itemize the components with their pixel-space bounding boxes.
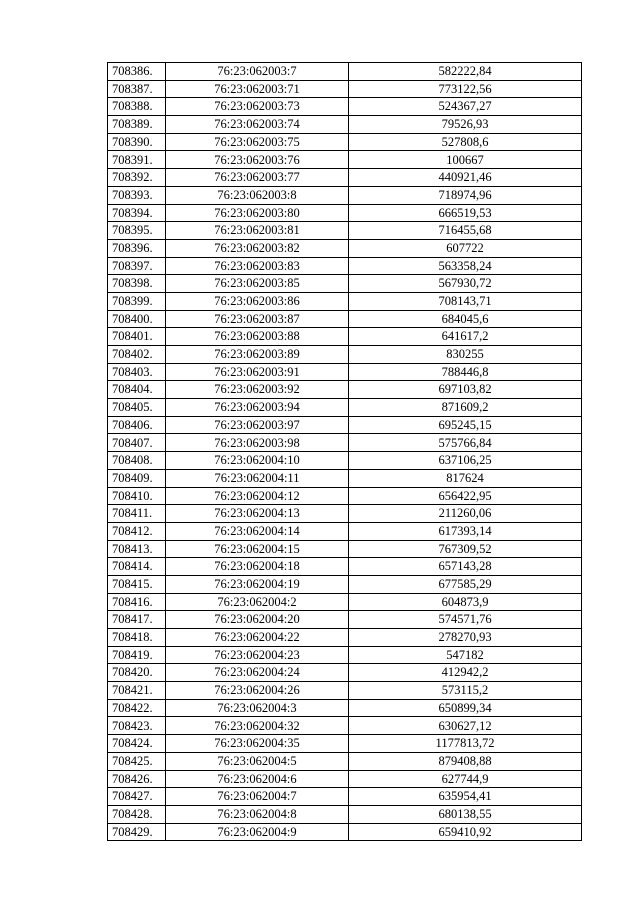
- row-number-cell: 708396.: [108, 239, 166, 257]
- cadastral-value-cell: 650899,34: [349, 699, 582, 717]
- table-row: [108, 151, 582, 169]
- cadastral-number-cell: 76:23:062003:8: [166, 186, 349, 204]
- cadastral-number-cell: 76:23:062003:85: [166, 275, 349, 293]
- table-row: [108, 487, 582, 505]
- cadastral-number-cell: 76:23:062004:32: [166, 717, 349, 735]
- table-row: [108, 452, 582, 470]
- row-number-cell: 708393.: [108, 186, 166, 204]
- table-row: [108, 222, 582, 240]
- row-number-cell: 708427.: [108, 788, 166, 806]
- cadastral-number-cell: 76:23:062003:92: [166, 381, 349, 399]
- cadastral-value-cell: 567930,72: [349, 275, 582, 293]
- table-row: [108, 788, 582, 806]
- table-row: [108, 664, 582, 682]
- table-row: [108, 116, 582, 134]
- row-number-cell: 708403.: [108, 363, 166, 381]
- table-row: [108, 646, 582, 664]
- cadastral-number-cell: 76:23:062003:91: [166, 363, 349, 381]
- cadastral-value-cell: 278270,93: [349, 629, 582, 647]
- table-body: [108, 63, 582, 841]
- cadastral-value-cell: 575766,84: [349, 434, 582, 452]
- row-number-cell: 708387.: [108, 80, 166, 98]
- table-row: [108, 522, 582, 540]
- table-row: [108, 363, 582, 381]
- cadastral-value-cell: 788446,8: [349, 363, 582, 381]
- table-row: [108, 682, 582, 700]
- row-number-cell: 708423.: [108, 717, 166, 735]
- cadastral-value-cell: 563358,24: [349, 257, 582, 275]
- cadastral-value-cell: 412942,2: [349, 664, 582, 682]
- cadastral-number-cell: 76:23:062004:9: [166, 823, 349, 841]
- table-row: [108, 699, 582, 717]
- cadastral-number-cell: 76:23:062004:24: [166, 664, 349, 682]
- row-number-cell: 708391.: [108, 151, 166, 169]
- cadastral-number-cell: 76:23:062003:74: [166, 116, 349, 134]
- cadastral-value-cell: 440921,46: [349, 169, 582, 187]
- row-number-cell: 708418.: [108, 629, 166, 647]
- row-number-cell: 708428.: [108, 805, 166, 823]
- cadastral-value-cell: 680138,55: [349, 805, 582, 823]
- table-row: [108, 98, 582, 116]
- table-row: [108, 257, 582, 275]
- row-number-cell: 708401.: [108, 328, 166, 346]
- cadastral-number-cell: 76:23:062004:11: [166, 469, 349, 487]
- cadastral-number-cell: 76:23:062004:7: [166, 788, 349, 806]
- cadastral-number-cell: 76:23:062004:5: [166, 752, 349, 770]
- row-number-cell: 708429.: [108, 823, 166, 841]
- row-number-cell: 708416.: [108, 593, 166, 611]
- cadastral-number-cell: 76:23:062003:98: [166, 434, 349, 452]
- table-row: [108, 434, 582, 452]
- row-number-cell: 708397.: [108, 257, 166, 275]
- cadastral-value-cell: 879408,88: [349, 752, 582, 770]
- cadastral-number-cell: 76:23:062003:76: [166, 151, 349, 169]
- cadastral-number-cell: 76:23:062004:15: [166, 540, 349, 558]
- cadastral-number-cell: 76:23:062003:77: [166, 169, 349, 187]
- cadastral-number-cell: 76:23:062004:13: [166, 505, 349, 523]
- cadastral-number-cell: 76:23:062003:73: [166, 98, 349, 116]
- cadastral-value-cell: 817624: [349, 469, 582, 487]
- cadastral-value-cell: 527808,6: [349, 133, 582, 151]
- row-number-cell: 708422.: [108, 699, 166, 717]
- cadastral-number-cell: 76:23:062003:88: [166, 328, 349, 346]
- table-row: [108, 735, 582, 753]
- table-row: [108, 186, 582, 204]
- cadastral-number-cell: 76:23:062004:35: [166, 735, 349, 753]
- table-row: [108, 399, 582, 417]
- table-row: [108, 310, 582, 328]
- row-number-cell: 708408.: [108, 452, 166, 470]
- row-number-cell: 708410.: [108, 487, 166, 505]
- cadastral-value-cell: 1177813,72: [349, 735, 582, 753]
- cadastral-number-cell: 76:23:062003:75: [166, 133, 349, 151]
- table-row: [108, 346, 582, 364]
- row-number-cell: 708409.: [108, 469, 166, 487]
- table-row: [108, 133, 582, 151]
- table-row: [108, 611, 582, 629]
- row-number-cell: 708394.: [108, 204, 166, 222]
- table-row: [108, 770, 582, 788]
- cadastral-value-cell: 547182: [349, 646, 582, 664]
- row-number-cell: 708399.: [108, 292, 166, 310]
- table-row: [108, 204, 582, 222]
- cadastral-value-cell: 211260,06: [349, 505, 582, 523]
- row-number-cell: 708413.: [108, 540, 166, 558]
- cadastral-value-cell: 641617,2: [349, 328, 582, 346]
- cadastral-number-cell: 76:23:062004:14: [166, 522, 349, 540]
- row-number-cell: 708388.: [108, 98, 166, 116]
- row-number-cell: 708402.: [108, 346, 166, 364]
- table-row: [108, 80, 582, 98]
- cadastral-number-cell: 76:23:062003:80: [166, 204, 349, 222]
- cadastral-value-cell: 574571,76: [349, 611, 582, 629]
- table-row: [108, 629, 582, 647]
- cadastral-number-cell: 76:23:062004:19: [166, 575, 349, 593]
- row-number-cell: 708406.: [108, 416, 166, 434]
- table-row: [108, 275, 582, 293]
- cadastral-value-cell: 871609,2: [349, 399, 582, 417]
- cadastral-number-cell: 76:23:062003:81: [166, 222, 349, 240]
- cadastral-value-table: [107, 62, 582, 841]
- table-row: [108, 540, 582, 558]
- table-row: [108, 805, 582, 823]
- cadastral-number-cell: 76:23:062004:10: [166, 452, 349, 470]
- cadastral-number-cell: 76:23:062004:6: [166, 770, 349, 788]
- cadastral-value-cell: 697103,82: [349, 381, 582, 399]
- cadastral-number-cell: 76:23:062004:26: [166, 682, 349, 700]
- cadastral-value-cell: 767309,52: [349, 540, 582, 558]
- row-number-cell: 708407.: [108, 434, 166, 452]
- table-row: [108, 63, 582, 81]
- row-number-cell: 708415.: [108, 575, 166, 593]
- row-number-cell: 708400.: [108, 310, 166, 328]
- cadastral-value-cell: 695245,15: [349, 416, 582, 434]
- row-number-cell: 708424.: [108, 735, 166, 753]
- cadastral-value-cell: 716455,68: [349, 222, 582, 240]
- table-row: [108, 381, 582, 399]
- cadastral-number-cell: 76:23:062003:89: [166, 346, 349, 364]
- cadastral-value-cell: 637106,25: [349, 452, 582, 470]
- cadastral-number-cell: 76:23:062004:20: [166, 611, 349, 629]
- table-row: [108, 752, 582, 770]
- table-row: [108, 717, 582, 735]
- cadastral-number-cell: 76:23:062003:94: [166, 399, 349, 417]
- cadastral-value-cell: 79526,93: [349, 116, 582, 134]
- cadastral-value-cell: 656422,95: [349, 487, 582, 505]
- row-number-cell: 708390.: [108, 133, 166, 151]
- table-row: [108, 328, 582, 346]
- table-row: [108, 416, 582, 434]
- cadastral-number-cell: 76:23:062003:83: [166, 257, 349, 275]
- cadastral-number-cell: 76:23:062003:82: [166, 239, 349, 257]
- row-number-cell: 708386.: [108, 63, 166, 81]
- cadastral-number-cell: 76:23:062003:97: [166, 416, 349, 434]
- cadastral-number-cell: 76:23:062004:8: [166, 805, 349, 823]
- cadastral-value-cell: 657143,28: [349, 558, 582, 576]
- table-row: [108, 558, 582, 576]
- cadastral-number-cell: 76:23:062004:3: [166, 699, 349, 717]
- cadastral-value-cell: 659410,92: [349, 823, 582, 841]
- cadastral-number-cell: 76:23:062004:22: [166, 629, 349, 647]
- row-number-cell: 708411.: [108, 505, 166, 523]
- row-number-cell: 708420.: [108, 664, 166, 682]
- table-row: [108, 575, 582, 593]
- row-number-cell: 708421.: [108, 682, 166, 700]
- row-number-cell: 708392.: [108, 169, 166, 187]
- cadastral-value-cell: 666519,53: [349, 204, 582, 222]
- cadastral-value-cell: 604873,9: [349, 593, 582, 611]
- cadastral-value-cell: 830255: [349, 346, 582, 364]
- row-number-cell: 708412.: [108, 522, 166, 540]
- cadastral-number-cell: 76:23:062004:12: [166, 487, 349, 505]
- row-number-cell: 708389.: [108, 116, 166, 134]
- cadastral-value-cell: 677585,29: [349, 575, 582, 593]
- cadastral-value-cell: 627744,9: [349, 770, 582, 788]
- cadastral-value-cell: 617393,14: [349, 522, 582, 540]
- cadastral-value-cell: 573115,2: [349, 682, 582, 700]
- cadastral-number-cell: 76:23:062003:86: [166, 292, 349, 310]
- row-number-cell: 708405.: [108, 399, 166, 417]
- cadastral-number-cell: 76:23:062003:71: [166, 80, 349, 98]
- cadastral-value-cell: 718974,96: [349, 186, 582, 204]
- table-row: [108, 292, 582, 310]
- table-row: [108, 169, 582, 187]
- cadastral-value-cell: 582222,84: [349, 63, 582, 81]
- cadastral-number-cell: 76:23:062004:2: [166, 593, 349, 611]
- cadastral-value-cell: 607722: [349, 239, 582, 257]
- table-row: [108, 593, 582, 611]
- row-number-cell: 708414.: [108, 558, 166, 576]
- cadastral-value-cell: 708143,71: [349, 292, 582, 310]
- cadastral-number-cell: 76:23:062004:23: [166, 646, 349, 664]
- table-row: [108, 239, 582, 257]
- row-number-cell: 708395.: [108, 222, 166, 240]
- cadastral-value-cell: 100667: [349, 151, 582, 169]
- cadastral-value-cell: 635954,41: [349, 788, 582, 806]
- cadastral-value-cell: 773122,56: [349, 80, 582, 98]
- row-number-cell: 708404.: [108, 381, 166, 399]
- row-number-cell: 708426.: [108, 770, 166, 788]
- table-row: [108, 469, 582, 487]
- cadastral-number-cell: 76:23:062004:18: [166, 558, 349, 576]
- row-number-cell: 708419.: [108, 646, 166, 664]
- row-number-cell: 708398.: [108, 275, 166, 293]
- table-row: [108, 823, 582, 841]
- cadastral-value-cell: 524367,27: [349, 98, 582, 116]
- row-number-cell: 708425.: [108, 752, 166, 770]
- cadastral-number-cell: 76:23:062003:87: [166, 310, 349, 328]
- table-row: [108, 505, 582, 523]
- cadastral-number-cell: 76:23:062003:7: [166, 63, 349, 81]
- cadastral-value-cell: 630627,12: [349, 717, 582, 735]
- row-number-cell: 708417.: [108, 611, 166, 629]
- cadastral-value-cell: 684045,6: [349, 310, 582, 328]
